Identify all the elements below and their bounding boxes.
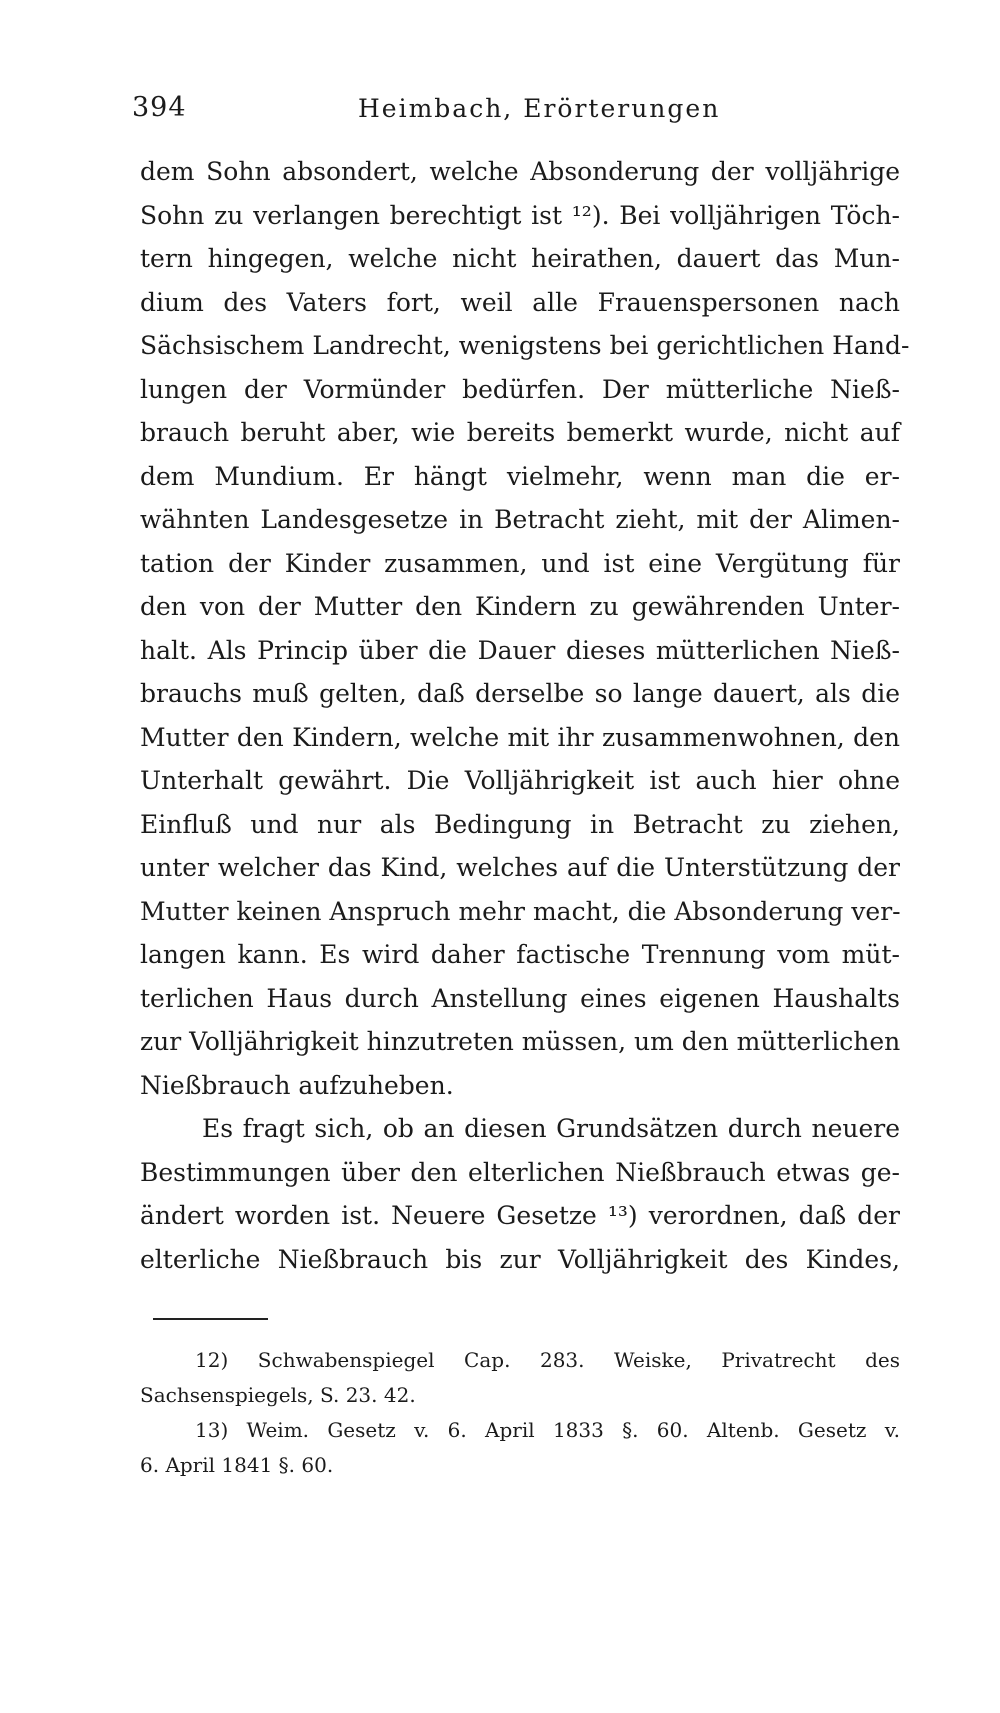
text-line: lungen der Vormünder bedürfen. Der mütterliche Nieß- [140,374,900,404]
text-line: unter welcher das Kind, welches auf die Unterstützung der [140,853,900,882]
text-line: dem Mundium. Er hängt vielmehr, wenn man die er- [140,461,900,491]
page-header [128,92,898,132]
text-line: Unterhalt gewährt. Die Volljährigkeit ist auch hier ohne [140,766,900,795]
text-line: langen kann. Es wird daher factische Trennung vom müt- [140,940,900,969]
text-line: Nießbrauch aufzuheben. [140,1070,454,1100]
text-line: dem Sohn absondert, welche Absonderung der volljährige [140,157,900,186]
text-line: Mutter keinen Anspruch mehr macht, die Absonderung ver- [140,896,901,926]
text-line: Sächsischem Landrecht, wenigstens bei gerichtlichen Hand- [140,331,910,360]
text-line: dium des Vaters fort, weil alle Frauenspersonen nach [140,287,900,317]
text-line: Bestimmungen über den elterlichen Nießbrauch etwas ge- [140,1157,900,1187]
body-text [140,150,910,1281]
text-line: ändert worden ist. Neuere Gesetze ¹³) verordnen, daß der [140,1201,900,1230]
footnote-line: 13) Weim. Gesetz v. 6. April 1833 §. 60. Altenb. Gesetz v. [195,1418,900,1442]
text-line: brauch beruht aber, wie bereits bemerkt wurde, nicht auf [140,418,900,447]
text-line: Mutter den Kindern, welche mit ihr zusammenwohnen, den [140,722,900,752]
text-line: Sohn zu verlangen berechtigt ist ¹²). Bei volljährigen Töch- [140,200,900,230]
text-line: den von der Mutter den Kindern zu gewährenden Unter- [140,592,900,621]
footnote-12 [140,1343,900,1413]
text-line: elterliche Nießbrauch bis zur Volljährigkeit des Kindes, [140,1244,900,1274]
footnote-line: Sachsenspiegels, S. 23. 42. [140,1383,416,1407]
text-line: terlichen Haus durch Anstellung eines eigenen Haushalts [140,983,900,1013]
text-line: halt. Als Princip über die Dauer dieses mütterlichen Nieß- [140,635,900,665]
footnote-13 [140,1413,900,1483]
footnotes [140,1343,900,1483]
text-line: zur Volljährigkeit hinzutreten müssen, um den mütterlichen [140,1027,901,1056]
footnote-divider [153,1318,268,1320]
paragraph-start-line: Es fragt sich, ob an diesen Grundsätzen durch neuere [202,1114,900,1143]
text-line: Einfluß und nur als Bedingung in Betracht zu ziehen, [140,809,900,839]
text-line: tern hingegen, welche nicht heirathen, dauert das Mun- [140,244,900,273]
footnote-line: 6. April 1841 §. 60. [140,1453,334,1477]
text-line: brauchs muß gelten, daß derselbe so lange dauert, als die [140,679,900,708]
running-head: Heimbach, Erörterungen [358,94,721,123]
page-number: 394 [132,92,187,123]
text-line: wähnten Landesgesetze in Betracht zieht, mit der Alimen- [140,505,900,534]
footnote-line: 12) Schwabenspiegel Cap. 283. Weiske, Privatrecht des [195,1348,900,1372]
text-line: tation der Kinder zusammen, und ist eine Vergütung für [140,548,900,578]
